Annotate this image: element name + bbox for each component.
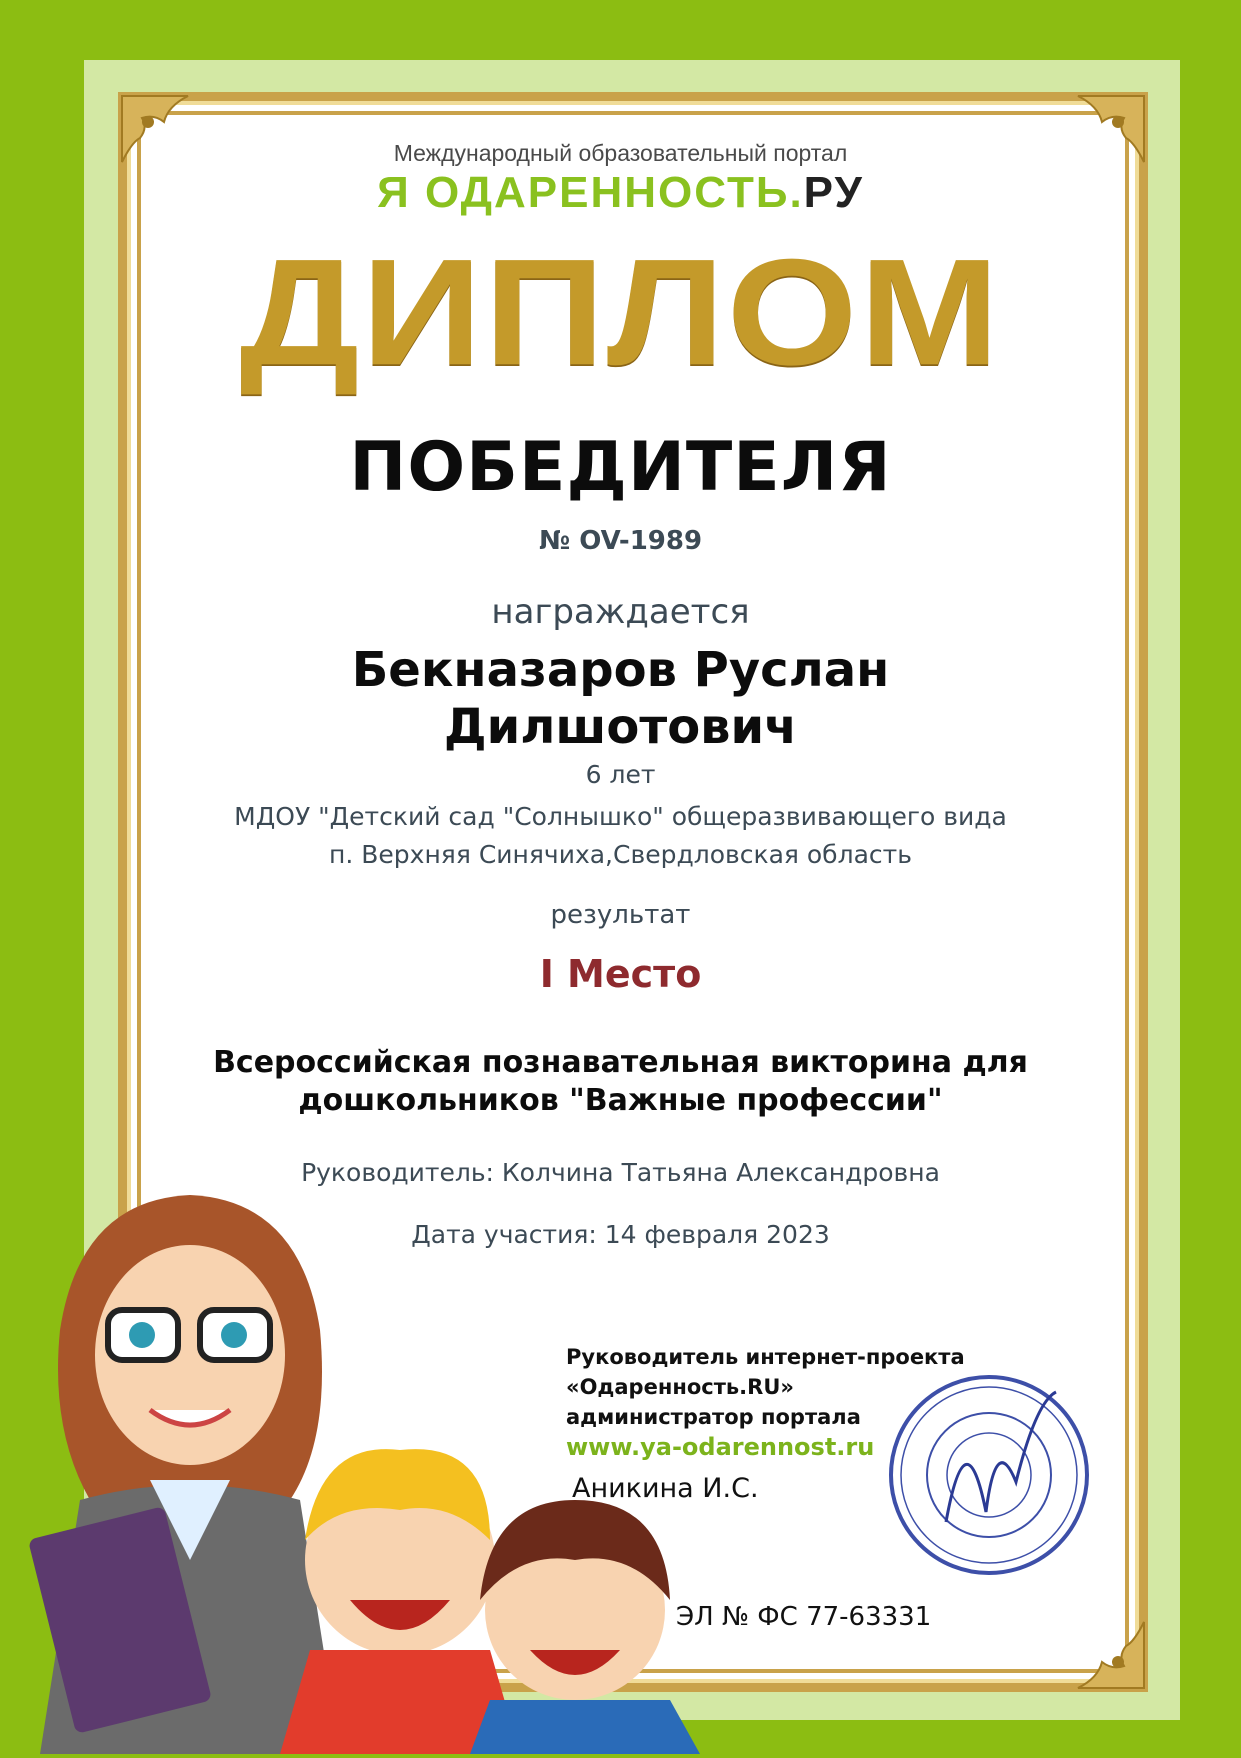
- organization-line1: МДОУ "Детский сад "Солнышко" общеразвивающего вида: [234, 802, 1007, 831]
- result-value: I Место: [539, 952, 702, 996]
- recipient-age: 6 лет: [585, 760, 656, 789]
- portal-caption: Международный образовательный портал: [393, 140, 848, 166]
- organization: [0, 798, 1241, 874]
- license-number: ЭЛ № ФС 77-63331: [676, 1602, 932, 1632]
- contest-title: [0, 1044, 1241, 1120]
- portal-url-link[interactable]: www.ya-odarennost.ru: [566, 1433, 875, 1461]
- diploma-subtitle: ПОБЕДИТЕЛЯ: [349, 428, 892, 507]
- awarded-label: награждается: [491, 592, 750, 632]
- logo-green-text: Я ОДАРЕННОСТЬ.: [377, 168, 804, 217]
- signature-role-line3: администратор портала: [566, 1405, 861, 1429]
- result-label: результат: [550, 900, 691, 930]
- organization-line2: п. Верхняя Синячиха,Свердловская область: [329, 840, 912, 869]
- ornament-corner-icon: [1058, 1602, 1148, 1692]
- contest-title-line2: дошкольников "Важные профессии": [298, 1083, 943, 1118]
- signatory-name: Аникина И.С.: [572, 1473, 759, 1504]
- diploma-number: № OV-1989: [538, 526, 703, 556]
- teacher-and-children-illustration: [20, 1180, 720, 1754]
- signature-role-line2: «Одаренность.RU»: [566, 1375, 794, 1399]
- participation-date: Дата участия: 14 февраля 2023: [411, 1220, 830, 1249]
- logo-dark-text: РУ: [803, 168, 864, 217]
- recipient-name-line1: Бекназаров Руслан: [351, 642, 890, 698]
- recipient-name-line2: Дилшотович: [443, 699, 798, 755]
- diploma-title: ДИПЛОМ: [239, 227, 1002, 397]
- round-seal-icon: [886, 1372, 1092, 1578]
- contest-title-line1: Всероссийская познавательная викторина для: [213, 1045, 1028, 1080]
- recipient-name: [0, 642, 1241, 756]
- signature-role-line1: Руководитель интернет-проекта: [566, 1345, 965, 1369]
- portal-logo: [0, 168, 1241, 218]
- leader-line: Руководитель: Колчина Татьяна Александровна: [301, 1158, 940, 1187]
